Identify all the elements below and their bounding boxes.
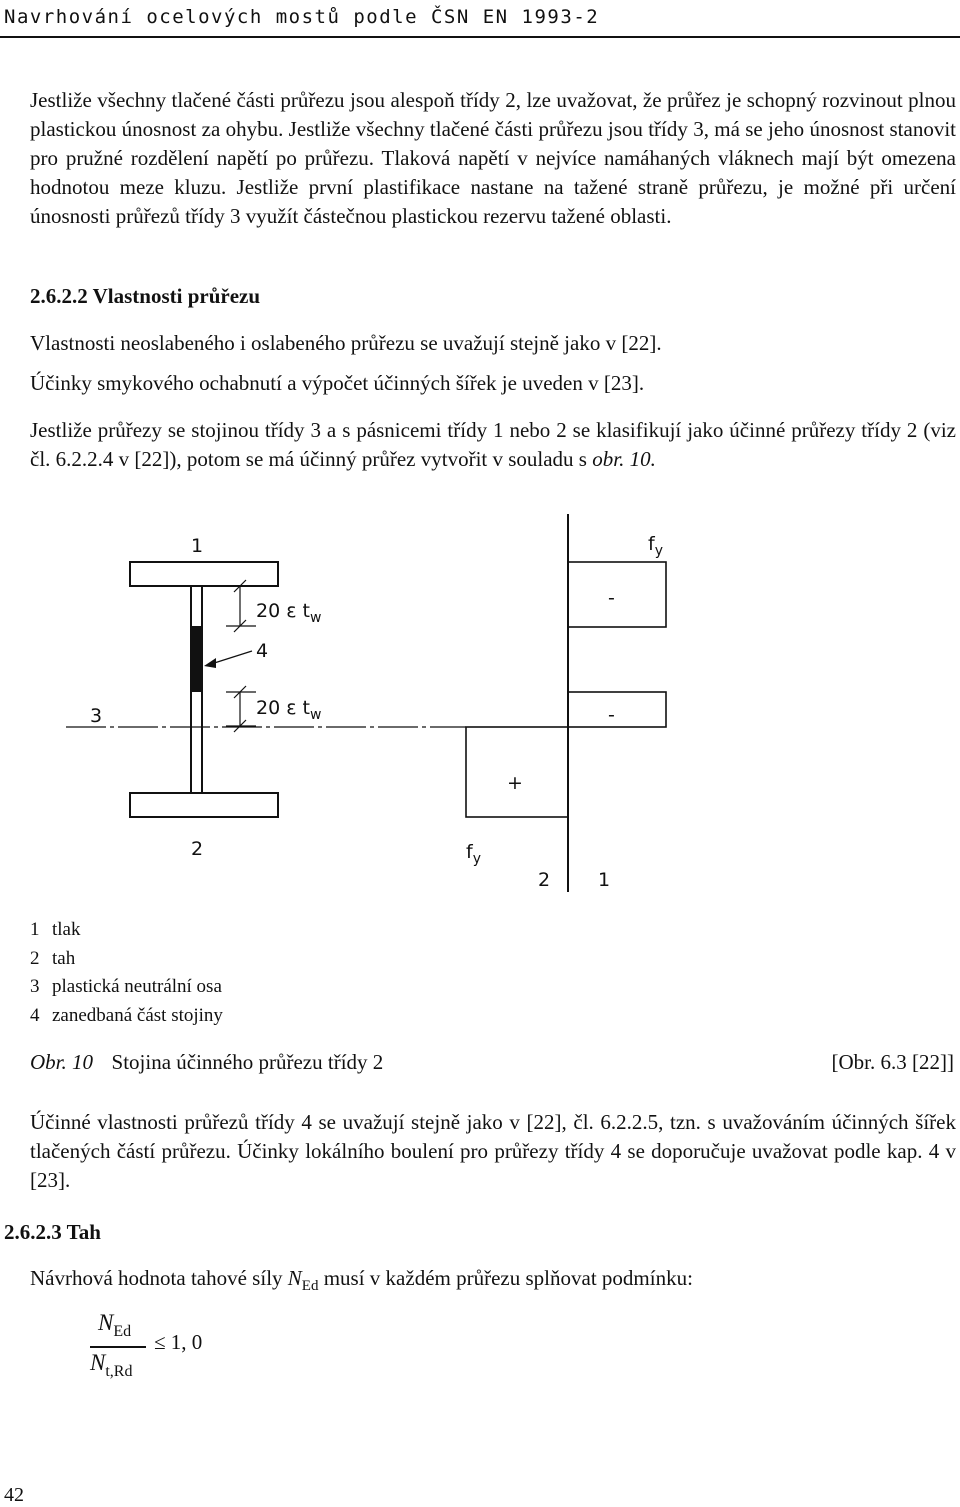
legend-item-compression: 1 tlak	[30, 919, 81, 940]
formula-numerator: $N_{Ed}$	[98, 1310, 132, 1340]
bottom-flange	[130, 793, 278, 817]
label-3: 3	[90, 705, 103, 727]
compression-block-upper	[568, 562, 666, 627]
legend-item-neutral-axis: 3 plastická neutrální osa	[30, 976, 222, 997]
header-rule	[0, 36, 960, 38]
neglected-web-part	[190, 626, 203, 692]
paragraph-shear-lag: Účinky smykového ochabnutí a výpočet účinných šířek je uveden v [23].	[30, 371, 645, 395]
dim-top-label: 20 ε $t_w$	[256, 600, 322, 626]
tension-condition-formula	[90, 1310, 230, 1390]
leader-arrow-4	[204, 658, 216, 668]
fy-top-label: $f_y$	[648, 533, 663, 559]
running-header-title: Navrhování ocelových mostů podle ČSN EN 1993-2	[4, 6, 600, 28]
page-number: 42	[4, 1484, 24, 1506]
paragraph-effective-section	[30, 416, 956, 474]
legend-item-neglected-web: 4 zanedbaná část stojiny	[30, 1004, 223, 1026]
compression-block-lower	[568, 692, 666, 727]
paragraph-effective-section-text: Jestliže průřezy se stojinou třídy 3 a s pásnicemi třídy 1 nebo 2 se klasifikují jako účinné průřezy třídy 2 (viz čl. 6.2.2.4 v [22]), potom se má účinný průřez vytvořit v souladu s	[30, 418, 956, 471]
paragraph-tension: Návrhová hodnota tahové síly $N_{Ed}$ musí v každém průřezu splňovat podmínku:	[30, 1266, 693, 1295]
figure-caption-source: [Obr. 6.3 [22]]	[831, 1050, 954, 1074]
fy-bottom-label: $f_y$	[466, 841, 481, 867]
legend-item-tension: 2 tah	[30, 947, 76, 969]
paragraph-section-properties: Vlastnosti neoslabeného i oslabeného průřezu se uvažují stejně jako v [22].	[30, 331, 662, 355]
figure-caption	[30, 1050, 956, 1075]
stress-label-2: 2	[538, 869, 551, 891]
plus-sign: +	[507, 772, 523, 794]
formula-rhs: ≤ 1, 0	[154, 1330, 203, 1354]
figure-legend	[30, 916, 223, 1030]
label-1-top: 1	[191, 535, 204, 557]
formula-denominator: $N_{t,Rd}$	[90, 1350, 133, 1380]
label-2-bottom: 2	[191, 838, 204, 860]
minus-sign-2: -	[608, 704, 615, 726]
figure-caption-text: Stojina účinného průřezu třídy 2	[111, 1050, 384, 1074]
running-header	[0, 0, 960, 40]
label-4: 4	[256, 640, 269, 662]
stress-label-1: 1	[598, 869, 611, 891]
figure-caption-label: Obr. 10	[30, 1050, 94, 1074]
paragraph-class4-properties: Účinné vlastnosti průřezů třídy 4 se uvažují stejně jako v [22], čl. 6.2.2.5, tzn. s uvažováním účinných šířek tlačených částí průřezu. Účinky lokálního boulení pro průřezy třídy 4 se doporučuje uvažovat podle kap. 4 v [23].	[30, 1110, 956, 1192]
formula-fraction-bar	[90, 1346, 146, 1348]
figure-web-effective-section	[0, 500, 960, 900]
section-heading-2-6-2-2: 2.6.2.2 Vlastnosti průřezu	[30, 284, 261, 308]
minus-sign-1: -	[608, 587, 615, 609]
figure-reference: obr. 10.	[592, 447, 656, 471]
top-flange	[130, 562, 278, 586]
section-heading-2-6-2-3: 2.6.2.3 Tah	[4, 1220, 101, 1244]
paragraph-section-classes: Jestliže všechny tlačené části průřezu jsou alespoň třídy 2, lze uvažovat, že průřez je schopný rozvinout plnou plastickou únosnost za ohybu. Jestliže všechny tlačené části průřezu jsou třídy 3, má se jeho únosnost stanovit pro pružné rozdělení napětí po průřezu. Tlaková napětí v nejvíce namáhaných vláknech mají být omezena hodnotou meze kluzu. Jestliže první plastifikace nastane na tažené straně průřezu, je možné při určení únosnosti průřezů třídy 3 využít částečnou plastickou rezervu tažené oblasti.	[30, 88, 956, 228]
dim-bottom-label: 20 ε $t_w$	[256, 697, 322, 723]
